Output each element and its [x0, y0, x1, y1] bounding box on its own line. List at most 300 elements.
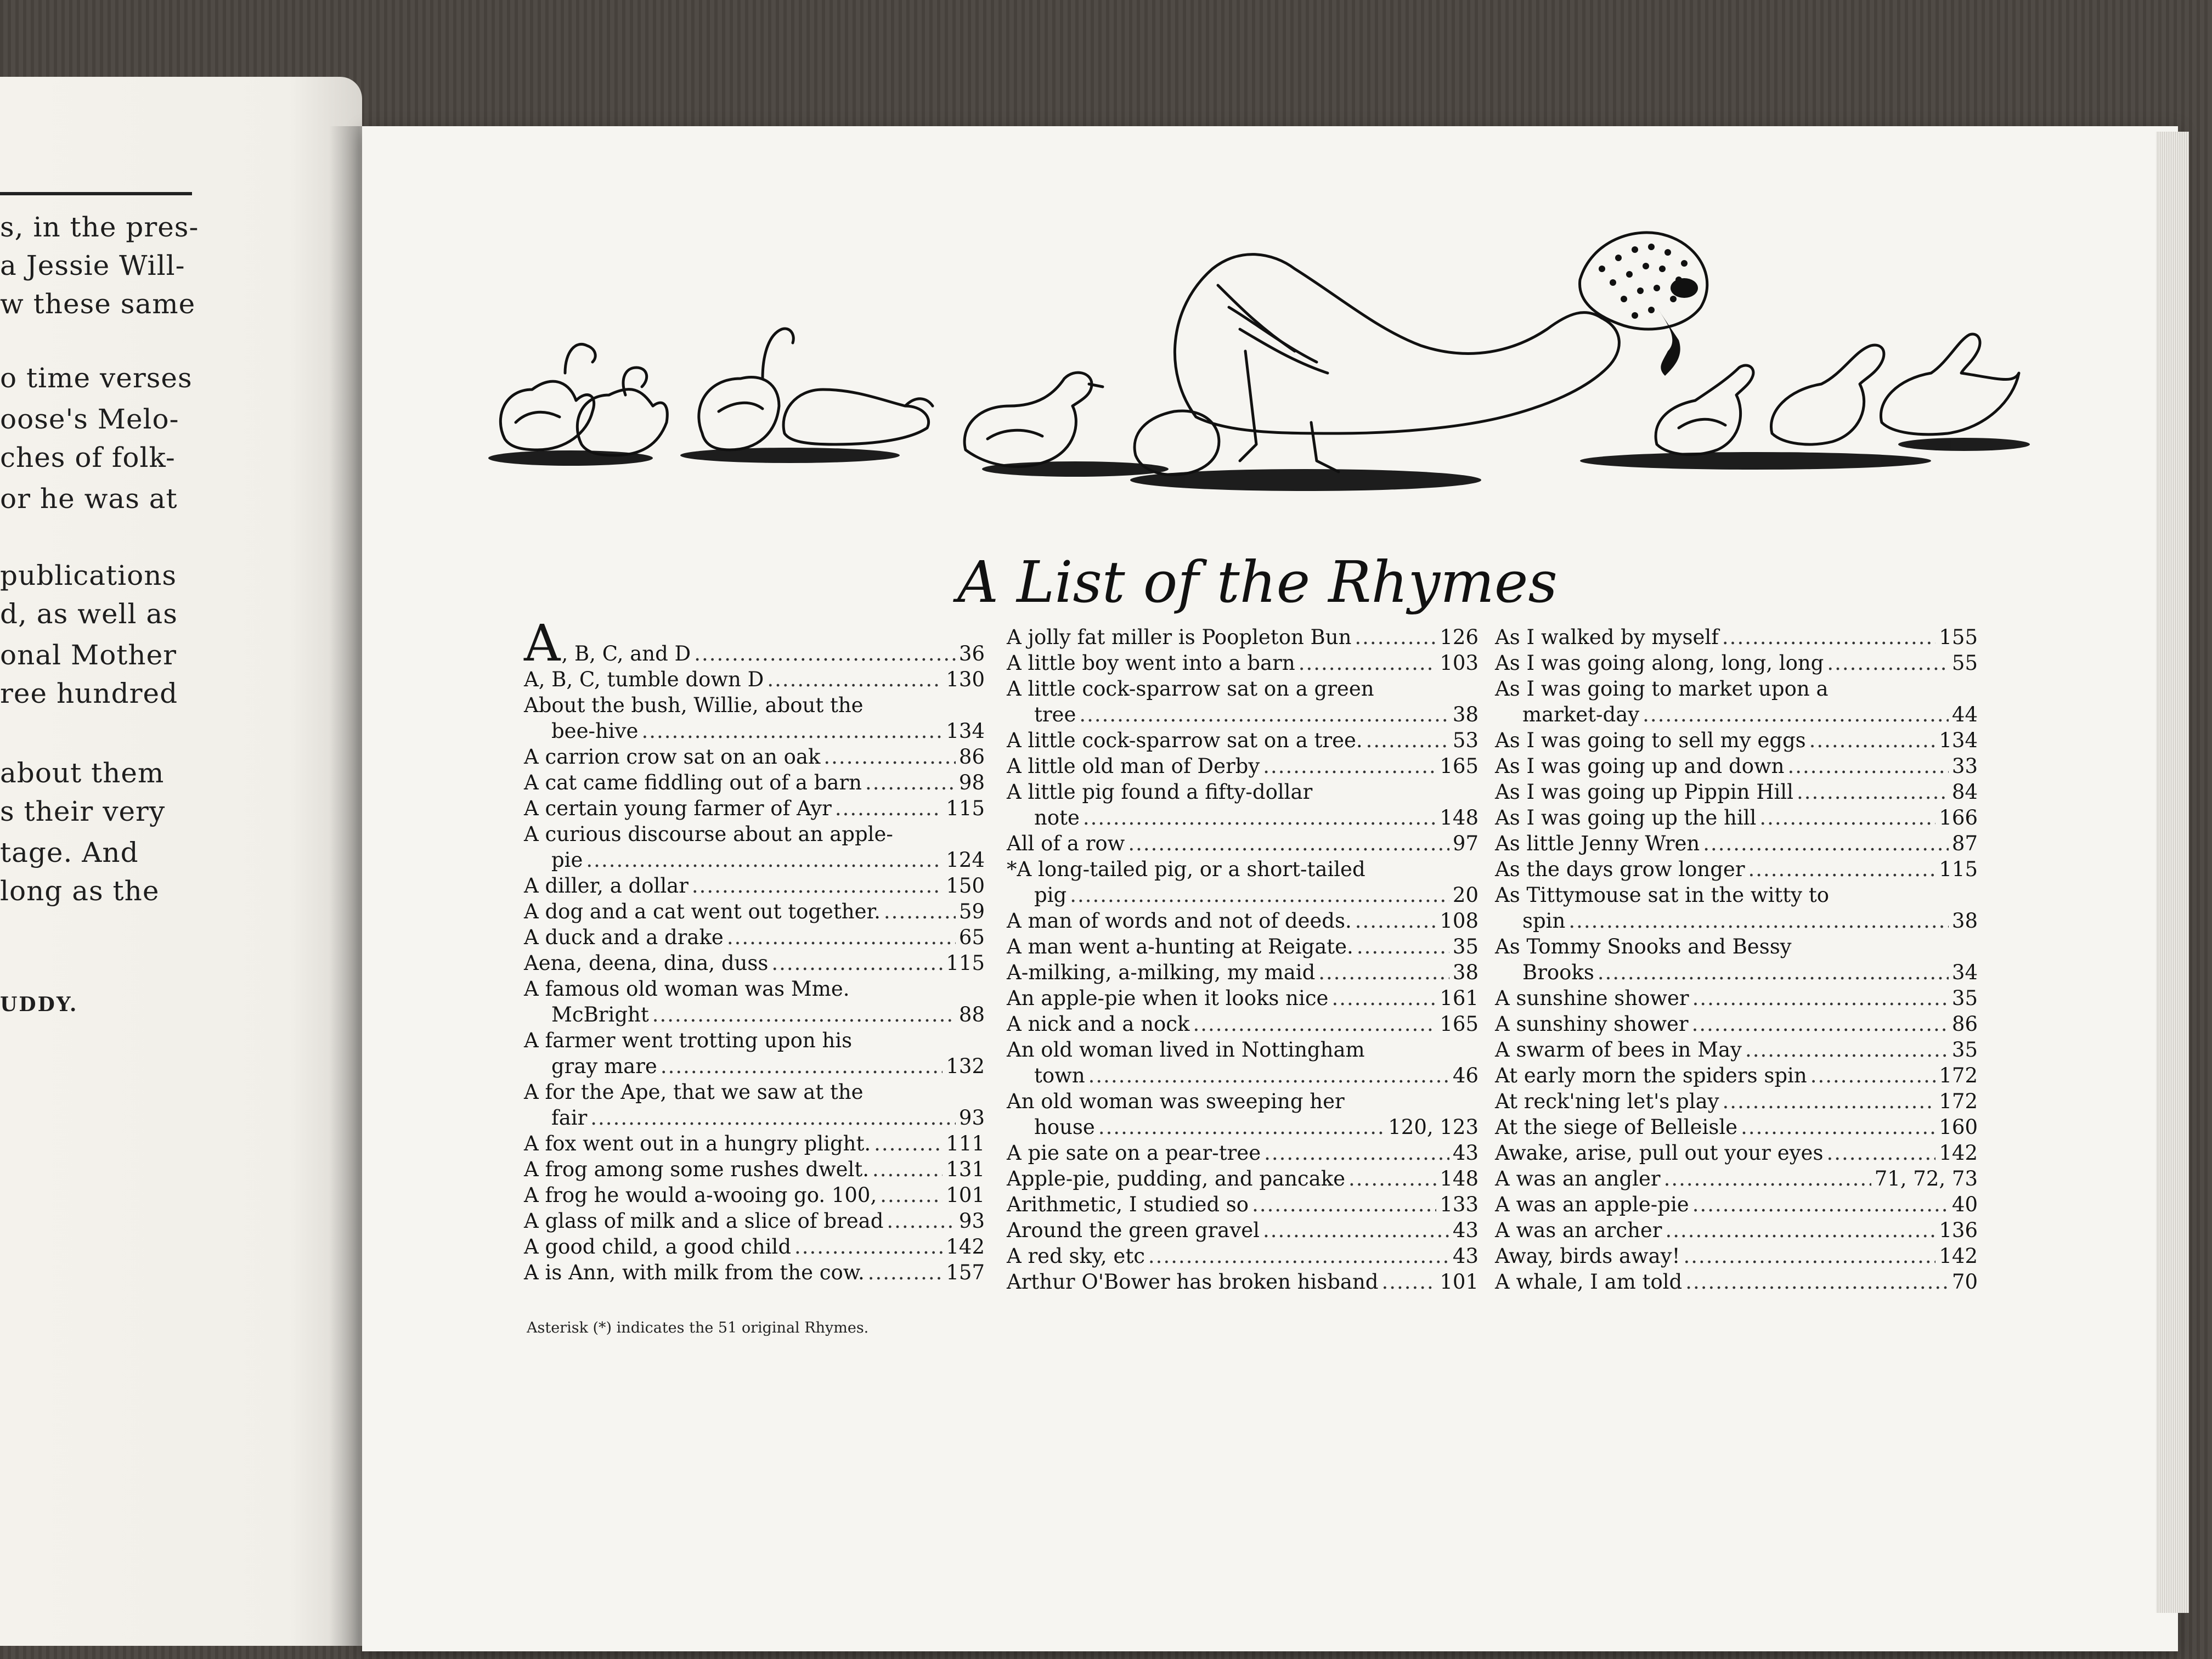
page-number: 46	[1452, 1064, 1479, 1087]
dot-leader	[1331, 985, 1436, 1011]
index-entry	[1495, 650, 1978, 676]
dot-leader	[1357, 934, 1449, 960]
page-number: 38	[1452, 703, 1479, 726]
index-entry	[1495, 1037, 1978, 1063]
index-entry	[1007, 1269, 1479, 1295]
index-entry	[1495, 908, 1978, 934]
index-entry	[1007, 856, 1479, 882]
rhyme-title-text: A for the Ape, that we saw at the	[524, 1080, 864, 1104]
asterisk-footnote: Asterisk (*) indicates the 51 original Rhymes.	[527, 1319, 869, 1336]
rhyme-title-text: A little cock-sparrow sat on a tree.	[1007, 729, 1363, 752]
page-number: 130	[946, 668, 985, 691]
page-number: 86	[1951, 1012, 1978, 1036]
page-number: 160	[1939, 1115, 1978, 1139]
left-text-line: w these same	[0, 288, 196, 320]
rhyme-title	[1495, 1011, 1689, 1037]
index-entry	[524, 1079, 985, 1105]
page-number: 38	[1951, 909, 1978, 933]
rhyme-title-text: About the bush, Willie, about the	[524, 693, 864, 717]
index-entry	[1007, 1063, 1479, 1088]
page-number: 87	[1951, 832, 1978, 855]
page-number: 142	[1939, 1244, 1978, 1268]
dot-leader	[1692, 985, 1949, 1011]
page-number: 131	[946, 1158, 985, 1181]
rhyme-title	[1007, 1140, 1261, 1166]
page-number: 43	[1452, 1141, 1479, 1165]
rhyme-title-text: *A long-tailed pig, or a short-tailed	[1007, 857, 1365, 881]
index-entry	[1007, 1217, 1479, 1243]
rhyme-title	[1007, 1037, 1365, 1063]
page-number: 36	[958, 642, 985, 665]
rhyme-title-text: A was an archer	[1495, 1218, 1662, 1242]
rhyme-title	[524, 821, 893, 847]
dot-leader	[1598, 960, 1949, 985]
rhyme-title-text: As the days grow longer	[1495, 857, 1745, 881]
rhyme-title	[551, 1002, 649, 1028]
left-text-line: publications	[0, 560, 177, 591]
rhyme-title	[1007, 1269, 1378, 1295]
rhyme-title	[524, 667, 764, 692]
page-number: 93	[958, 1106, 985, 1130]
page-number: 165	[1440, 1012, 1479, 1036]
rhyme-title-text: A swarm of bees in May	[1495, 1038, 1742, 1062]
index-entry	[524, 847, 985, 873]
left-text-line: about them	[0, 757, 165, 789]
page-number: 111	[946, 1132, 985, 1155]
page-number: 148	[1440, 1167, 1479, 1190]
rhyme-title	[1007, 1011, 1189, 1037]
left-text-line: s, in the pres-	[0, 211, 199, 243]
index-entry	[524, 718, 985, 744]
rhyme-title-text: As I was going up and down	[1495, 754, 1785, 778]
index-entry	[1007, 779, 1479, 805]
left-text-line: s their very	[0, 795, 166, 827]
rhyme-title	[1034, 702, 1076, 727]
dot-leader	[767, 667, 943, 692]
index-entry	[524, 795, 985, 821]
index-entry	[524, 1156, 985, 1182]
page-number: 126	[1440, 625, 1479, 649]
dot-leader	[692, 873, 943, 899]
rhyme-title-text: As I was going along, long, long	[1495, 651, 1824, 675]
left-text-line: o time verses	[0, 362, 193, 394]
rhyme-title	[524, 873, 689, 899]
rhyme-title-text: A duck and a drake	[524, 926, 724, 949]
dot-leader	[835, 795, 943, 821]
rhyme-title	[524, 692, 864, 718]
index-entry	[1495, 856, 1978, 882]
page-title: A List of the Rhymes	[957, 549, 1558, 616]
index-entry	[524, 1028, 985, 1053]
rhyme-title	[1007, 1243, 1145, 1269]
rhyme-title-text: A red sky, etc	[1007, 1244, 1145, 1268]
ground-shadows	[488, 438, 2030, 491]
rhyme-title	[1007, 624, 1351, 650]
rhyme-title	[1495, 1037, 1742, 1063]
rhyme-title-text: A good child, a good child	[524, 1235, 791, 1259]
page-number: 84	[1951, 780, 1978, 804]
rhyme-title	[1495, 676, 1829, 702]
rhyme-title-text: A whale, I am told	[1495, 1270, 1683, 1294]
rhyme-title	[1034, 1114, 1095, 1140]
rhyme-index-column-1	[524, 614, 985, 1285]
rhyme-title	[1007, 676, 1374, 702]
index-entry	[524, 821, 985, 847]
dot-leader	[1826, 1140, 1936, 1166]
rhyme-title-text: A little boy went into a barn	[1007, 651, 1295, 675]
rhyme-title	[524, 770, 862, 795]
index-entry	[1495, 882, 1978, 908]
dot-leader	[1809, 727, 1936, 753]
rhyme-title	[1495, 1088, 1719, 1114]
index-entry	[1495, 1088, 1978, 1114]
page-number: 38	[1452, 961, 1479, 984]
rhyme-title	[524, 899, 881, 924]
rhyme-title-text: At the siege of Belleisle	[1495, 1115, 1738, 1139]
index-entry	[524, 770, 985, 795]
index-entry	[524, 1234, 985, 1260]
dot-leader	[874, 1131, 943, 1156]
dot-leader	[1070, 882, 1449, 908]
rhyme-title-text: McBright	[551, 1003, 649, 1026]
rhyme-title	[1495, 1063, 1807, 1088]
rhyme-title	[1007, 1192, 1249, 1217]
rhyme-title-text: A, B, C, tumble down D	[524, 668, 764, 691]
rhyme-title-text: , B, C, and D	[561, 642, 691, 665]
rhyme-title-text: A was an angler	[1495, 1167, 1661, 1190]
rhyme-title-text: A is Ann, with milk from the cow.	[524, 1261, 865, 1284]
rhyme-title-text: A little pig found a fifty-dollar	[1007, 780, 1313, 804]
rhyme-title-text: As little Jenny Wren	[1495, 832, 1700, 855]
dot-leader	[872, 1156, 943, 1182]
page-number: 134	[1939, 729, 1978, 752]
left-text-line: ree hundred	[0, 678, 178, 709]
rhyme-title	[1007, 831, 1125, 856]
rhyme-title	[1007, 985, 1328, 1011]
index-entry	[1007, 1088, 1479, 1114]
dot-leader	[1083, 805, 1437, 831]
rhyme-title	[1034, 882, 1066, 908]
rhyme-title-text: spin	[1522, 909, 1566, 933]
dot-leader	[694, 641, 956, 667]
rhyme-title-text: As I was going to market upon a	[1495, 677, 1829, 701]
rhyme-title-text: As Tommy Snooks and Bessy	[1495, 935, 1792, 958]
rhyme-title	[1495, 985, 1689, 1011]
index-entry	[524, 1260, 985, 1285]
index-entry	[1007, 702, 1479, 727]
dot-leader	[880, 1182, 943, 1208]
index-entry	[524, 899, 985, 924]
index-entry	[1495, 779, 1978, 805]
left-text-line: d, as well as	[0, 598, 178, 630]
rhyme-title-text: A little old man of Derby	[1007, 754, 1260, 778]
left-text-signature: UDDY.	[0, 993, 78, 1016]
page-number: 59	[958, 900, 985, 923]
page-number: 44	[1951, 703, 1978, 726]
index-entry	[1495, 753, 1978, 779]
rhyme-title	[1495, 882, 1829, 908]
index-entry	[524, 1182, 985, 1208]
index-entry	[1007, 1140, 1479, 1166]
rhyme-title	[1495, 727, 1806, 753]
index-entry	[1495, 624, 1978, 650]
rhyme-title-text: A pie sate on a pear-tree	[1007, 1141, 1261, 1165]
page-number: 124	[946, 848, 985, 872]
dot-leader	[887, 1208, 956, 1234]
rhyme-title-text: Away, birds away!	[1495, 1244, 1680, 1268]
index-entry	[1007, 1192, 1479, 1217]
dot-leader	[1685, 1269, 1949, 1295]
rhyme-title	[524, 1234, 791, 1260]
index-entry	[1007, 805, 1479, 831]
index-entry	[1495, 1269, 1978, 1295]
rhyme-title-text: Aena, deena, dina, duss	[524, 951, 769, 975]
dot-leader	[1088, 1063, 1449, 1088]
dot-leader	[1797, 779, 1949, 805]
rhyme-title-text: Awake, arise, pull out your eyes	[1495, 1141, 1824, 1165]
page-number: 70	[1951, 1270, 1978, 1294]
rhyme-title-text: Apple-pie, pudding, and pancake	[1007, 1167, 1346, 1190]
index-entry	[524, 873, 985, 899]
rhyme-title-text: fair	[551, 1106, 588, 1130]
index-entry	[1007, 960, 1479, 985]
rhyme-title	[551, 1105, 587, 1131]
rhyme-title-text: A nick and a nock	[1007, 1012, 1190, 1036]
rhyme-title	[1495, 1269, 1682, 1295]
rhyme-title	[1522, 702, 1639, 727]
rhyme-title	[524, 1208, 883, 1234]
page-number: 157	[946, 1261, 985, 1284]
dot-leader	[884, 899, 956, 924]
rhyme-title-text: As Tittymouse sat in the witty to	[1495, 883, 1829, 907]
left-text-line: ches of folk-	[0, 442, 176, 473]
rhyme-title-text: town	[1034, 1064, 1085, 1087]
index-entry	[524, 1131, 985, 1156]
index-entry	[524, 692, 985, 718]
rhyme-title-text: A frog among some rushes dwelt.	[524, 1158, 869, 1181]
rhyme-title-text: A was an apple-pie	[1495, 1193, 1689, 1216]
dot-leader	[1759, 805, 1936, 831]
drop-cap: A	[524, 614, 561, 673]
index-entry	[1495, 727, 1978, 753]
index-entry	[524, 976, 985, 1002]
index-entry	[1495, 934, 1978, 960]
index-entry	[524, 1208, 985, 1234]
index-entry	[524, 667, 985, 692]
dot-leader	[1079, 702, 1449, 727]
rhyme-title-text: A glass of milk and a slice of bread	[524, 1209, 884, 1233]
index-entry	[1007, 1011, 1479, 1037]
left-text-line: oose's Melo-	[0, 403, 179, 435]
index-entry	[1007, 831, 1479, 856]
dot-leader	[1664, 1166, 1871, 1192]
dot-leader	[868, 1260, 943, 1285]
index-entry	[1495, 1114, 1978, 1140]
left-text-line: onal Mother	[0, 639, 177, 671]
dot-leader	[1703, 831, 1949, 856]
page-number: 33	[1951, 754, 1978, 778]
index-entry	[1495, 702, 1978, 727]
dot-leader	[661, 1053, 943, 1079]
page-number: 65	[958, 926, 985, 949]
rhyme-title	[524, 614, 691, 673]
dot-leader	[1643, 702, 1949, 727]
rhyme-title	[1007, 1088, 1345, 1114]
rhyme-title-text: A man went a-hunting at Reigate.	[1007, 935, 1353, 958]
page-number: 142	[1939, 1141, 1978, 1165]
rhyme-title-text: Arthur O'Bower has broken hisband	[1007, 1270, 1379, 1294]
rhyme-title	[1495, 1140, 1823, 1166]
index-entry	[1007, 1037, 1479, 1063]
rhyme-title	[1034, 1063, 1085, 1088]
index-entry	[1007, 1166, 1479, 1192]
page-number: 142	[946, 1235, 985, 1259]
rhyme-title	[524, 1260, 865, 1285]
page-number: 35	[1452, 935, 1479, 958]
gosling-illustration	[500, 344, 595, 450]
page-number: 120, 123	[1388, 1115, 1479, 1139]
dot-leader	[1299, 650, 1437, 676]
index-entry	[524, 614, 985, 673]
rhyme-title	[1034, 805, 1080, 831]
page-number: 165	[1440, 754, 1479, 778]
rhyme-title	[1522, 960, 1594, 985]
page-number: 148	[1440, 806, 1479, 830]
index-entry	[1495, 1217, 1978, 1243]
rhyme-title-text: All of a row	[1007, 832, 1125, 855]
rhyme-title-text: bee-hive	[551, 719, 639, 743]
dot-leader	[1263, 753, 1436, 779]
page-number: 101	[946, 1183, 985, 1207]
page-number: 115	[946, 951, 985, 975]
left-text-line: a Jessie Will-	[0, 250, 185, 281]
dot-leader	[1263, 1217, 1449, 1243]
rhyme-title	[1495, 805, 1756, 831]
dot-leader	[1666, 1217, 1936, 1243]
index-entry	[1007, 1114, 1479, 1140]
index-entry	[1007, 727, 1479, 753]
dot-leader	[1318, 960, 1449, 985]
index-entry	[1007, 650, 1479, 676]
rhyme-title-text: A sunshine shower	[1495, 986, 1689, 1010]
dot-leader	[1787, 753, 1948, 779]
rhyme-title-text: Arithmetic, I studied so	[1007, 1193, 1249, 1216]
page-number: 86	[958, 745, 985, 769]
dot-leader	[1366, 727, 1449, 753]
rhyme-title-text: market-day	[1522, 703, 1640, 726]
page-number: 55	[1951, 651, 1978, 675]
index-entry	[1495, 1140, 1978, 1166]
page-number: 103	[1440, 651, 1479, 675]
rhyme-index-column-2	[1007, 624, 1479, 1295]
page-number: 161	[1440, 986, 1479, 1010]
page-number: 97	[1452, 832, 1479, 855]
page-number: 43	[1452, 1218, 1479, 1242]
dot-leader	[794, 1234, 943, 1260]
page-number: 43	[1452, 1244, 1479, 1268]
rhyme-title	[524, 950, 768, 976]
page-number: 108	[1440, 909, 1479, 933]
page-number: 40	[1951, 1193, 1978, 1216]
rhyme-title-text: A curious discourse about an apple-	[524, 822, 893, 846]
dot-leader	[823, 744, 956, 770]
page-number: 88	[958, 1003, 985, 1026]
rhyme-title	[551, 1053, 657, 1079]
rhyme-title-text: A diller, a dollar	[524, 874, 689, 898]
rhyme-title-text: A certain young farmer of Ayr	[524, 797, 832, 820]
rhyme-title	[524, 744, 820, 770]
index-entry	[1007, 908, 1479, 934]
dot-leader	[1355, 624, 1436, 650]
rhyme-title	[1007, 856, 1365, 882]
rhyme-title-text: A carrion crow sat on an oak	[524, 745, 821, 769]
index-entry	[1007, 985, 1479, 1011]
page-number: 101	[1440, 1270, 1479, 1294]
index-entry	[1495, 1063, 1978, 1088]
dot-leader	[586, 847, 943, 873]
rhyme-title	[1522, 908, 1565, 934]
page-number: 133	[1440, 1193, 1479, 1216]
dot-leader	[652, 1002, 956, 1028]
page-number: 93	[958, 1209, 985, 1233]
rhyme-title	[551, 718, 638, 744]
rhyme-title	[1007, 650, 1295, 676]
left-page-rule	[0, 192, 192, 195]
rhyme-index-column-3	[1495, 624, 1978, 1295]
index-entry	[1007, 934, 1479, 960]
index-entry	[1495, 1011, 1978, 1037]
rhyme-title	[1495, 624, 1719, 650]
dot-leader	[1810, 1063, 1936, 1088]
rhyme-title-text: A cat came fiddling out of a barn	[524, 771, 862, 794]
page-number: 155	[1939, 625, 1978, 649]
rhyme-title-text: A sunshiny shower	[1495, 1012, 1689, 1036]
index-entry	[524, 924, 985, 950]
rhyme-title	[1007, 934, 1353, 960]
rhyme-title-text: tree	[1034, 703, 1076, 726]
rhyme-title	[524, 924, 724, 950]
page-number: 35	[1951, 1038, 1978, 1062]
dot-leader	[1723, 1088, 1936, 1114]
rhyme-title-text: A-milking, a-milking, my maid	[1007, 961, 1316, 984]
rhyme-title-text: A farmer went trotting upon his	[524, 1029, 853, 1052]
page-number: 166	[1939, 806, 1978, 830]
dot-leader	[1692, 1192, 1949, 1217]
dot-leader	[1148, 1243, 1449, 1269]
index-entry	[524, 1002, 985, 1028]
dot-leader	[727, 924, 956, 950]
rhyme-title-text: As I was going up Pippin Hill	[1495, 780, 1793, 804]
rhyme-title-text: note	[1034, 806, 1080, 830]
index-entry	[1495, 1166, 1978, 1192]
rhyme-title	[1007, 727, 1363, 753]
rhyme-title-text: A frog he would a-wooing go. 100,	[524, 1183, 877, 1207]
rhyme-title	[1495, 1114, 1737, 1140]
index-entry	[524, 744, 985, 770]
geese-illustration	[483, 208, 2030, 549]
rhyme-title	[524, 795, 832, 821]
dot-leader	[865, 770, 956, 795]
rhyme-title	[524, 1079, 864, 1105]
dot-leader	[590, 1105, 956, 1131]
rhyme-title-text: pie	[551, 848, 583, 872]
rhyme-title	[1007, 908, 1352, 934]
rhyme-title-text: A dog and a cat went out together.	[524, 900, 881, 923]
index-entry	[1495, 960, 1978, 985]
rhyme-title	[1495, 1192, 1689, 1217]
page-number: 53	[1452, 729, 1479, 752]
page-number: 115	[1939, 857, 1978, 881]
